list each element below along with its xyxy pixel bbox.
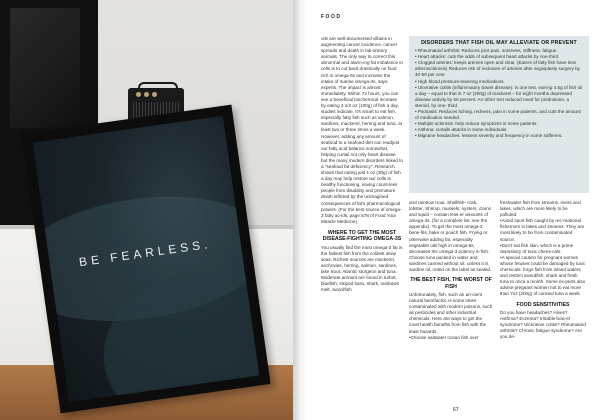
- column-2-paragraph: and rainbow trout. Shellfish- crab, lobster, Shrimp, mussels, oysters, clams and squid – contain less-er amounts of omega-3s. (for a complete list, see the appendix). To get the most omega-3 bene-fits, bake or poach fish. Frying or otherwise adding fat, especially vegetable oils high in omega-6s, decreases the omega-3 potency in fish. Choose tuna packed in water and sardines canned without oil, unless it is sardine oil, noted on the label as sealed.: [409, 200, 492, 273]
- list-item: • Clogged arteries: keeps arteries open and clear. (Eaters of fatty fish have less atherosclerosis) Reduces risk of reclosure of arteries after angioplasty surgery by 40-50 per cent: [415, 60, 580, 78]
- text-page: [307, 0, 600, 420]
- food-sensitivities-heading: FOOD SENSITIVITIES: [516, 301, 570, 308]
- list-item: • High blood pressure-lowering medications.: [415, 78, 505, 84]
- disorders-sidebar: [409, 36, 589, 193]
- omega3-paragraph: You usually find the most omega-3 fat in the fattiest fish from the coldest deep seas. Richest sources are mackerel, anchovies, herring, salmon, sardines, lake trout, Atlantic sturgeon and tuna. Moderate amount are found in turbot, bluefish, striped bass, shark, rainbows melt, swordfish: [321, 244, 403, 293]
- bullet-item: •A special caution for pregnant women whose fetuses could be damaged by toxic chemicals: forgo fish from inland waters and restrict swordfish, shark and fresh tuna to once a month. Some ex-perts also advise pregnant women not to eat more than 7oz (200g) of canned tuna a week.: [500, 254, 586, 297]
- bullet-item: •Don't eat fish skin, which is a prime depository of toxic chemi-cals.: [500, 242, 574, 254]
- poster-artwork: [33, 116, 260, 402]
- list-item: • Heart attacks: cuts the odds of subsequent heart attacks by one-third.: [415, 54, 560, 60]
- poster-text: BE FEARLESS.: [78, 236, 213, 270]
- best-worst-heading: THE BEST FISH, THE WORST OF FISH: [410, 277, 492, 290]
- food-sensitivities-paragraph: Do you have headaches? Hives? Asthma? Eczema? Irritable bow-el syndrome? Ulcerative colitis? Rheumatoid arthritis? Chronic fatigue syndrome? Are you de-: [500, 309, 586, 340]
- list-item: • Asthma: curtails attacks in some individuals.: [415, 127, 508, 133]
- disorders-list: [415, 48, 583, 139]
- bullet-item: •Avoid sport fish caught by rec-reational fishermen in lakes and streams. They are most likely to be from contaminated source.: [500, 218, 585, 242]
- column-2: [409, 200, 493, 341]
- list-item: • Psoriasis: Reduces itching, redness, pain in some patients, and cuts the amount of medication needed.: [415, 109, 581, 121]
- page-number: 67: [453, 407, 459, 413]
- framed-poster: [21, 105, 270, 414]
- column-3-paragraph: freshwater fish from streams, rivers and lakes, which are more likely to be polluted.: [500, 200, 581, 218]
- column-3: [500, 200, 586, 340]
- omega3-heading: WHERE TO GET THE MOST DISEASE-FIGHTING OMEGA-3S: [322, 229, 402, 243]
- list-item: • Rheumatoid arthritis: Reduces joint pain, soreness, stiffness, fatigue.: [415, 48, 558, 54]
- lifestyle-photo: [0, 0, 293, 420]
- section-label: FOOD: [321, 14, 342, 20]
- sidebar-title: DISORDERS THAT FISH OIL MAY ALLEVIATE OR PREVENT: [421, 40, 577, 46]
- list-item: • Multiple sclerosis: help reduce symptoms in some patients.: [415, 121, 538, 127]
- list-item: • Migraine headaches: lessens severity and frequency in some sufferers.: [415, 133, 563, 139]
- column-1: [321, 36, 403, 293]
- list-item: • Ulcerative colitis (inflammatory bowel disease): in one test, eat-ing 4.5g of fish oil a day – equal to that in 7 oz (200g) of mackerel – for eight months depressed disease activity by 56 percent. An-other test reduced need for prednisone, a steroid, by one- third.: [415, 84, 583, 108]
- page-gutter: [293, 0, 307, 420]
- bullet-item: •Choose saltwater ocean fish over: [409, 334, 479, 340]
- column-1-paragraph: oils are well-documented villains in augmenting cancer incidence, cancer spreads and death in lab-oratory animals. The only way to correct this abnormal and alarm-ing fat imbalance in cells is to cut back drastically on food rich in omega-6s and increase the intake of marine omega-3s, says experts. The impact is almost immediately. Within 72 hours, you can see a beneficial biochemical increase by eating 3 1/2 oz (100g) of fish a day, studies indicate. It's smart to eat fish, especially fatty fish such as salmon, sardines, mackerel, herring and tuna, at least two or three times a week. However, adding any amount of seafood to a seafood-diet can readjust our fatty acid balance somewhat, helping curtail not only heart disease but the many modern disorders linked to a "seafood fat deficiency". Research shows that eating just 1 oz (30g) of fish a day may help restore our cells to healthy functioning, saving count-less people from disability and premature death inflicted by the unimagined consequences of fat's pharmacological powers. (For the best source of omega-3 fatty ac-ids, page 578 of Food Your Miracle Medicine).: [321, 36, 403, 224]
- best-worst-paragraph: Unfortunately, fish, such an an-cient natural benefactor, is some times contaminated with modern poisons, such as pesticides and other industrial chemicals. Here are ways to get the most health benefits from fish with the least hazards.: [409, 291, 493, 334]
